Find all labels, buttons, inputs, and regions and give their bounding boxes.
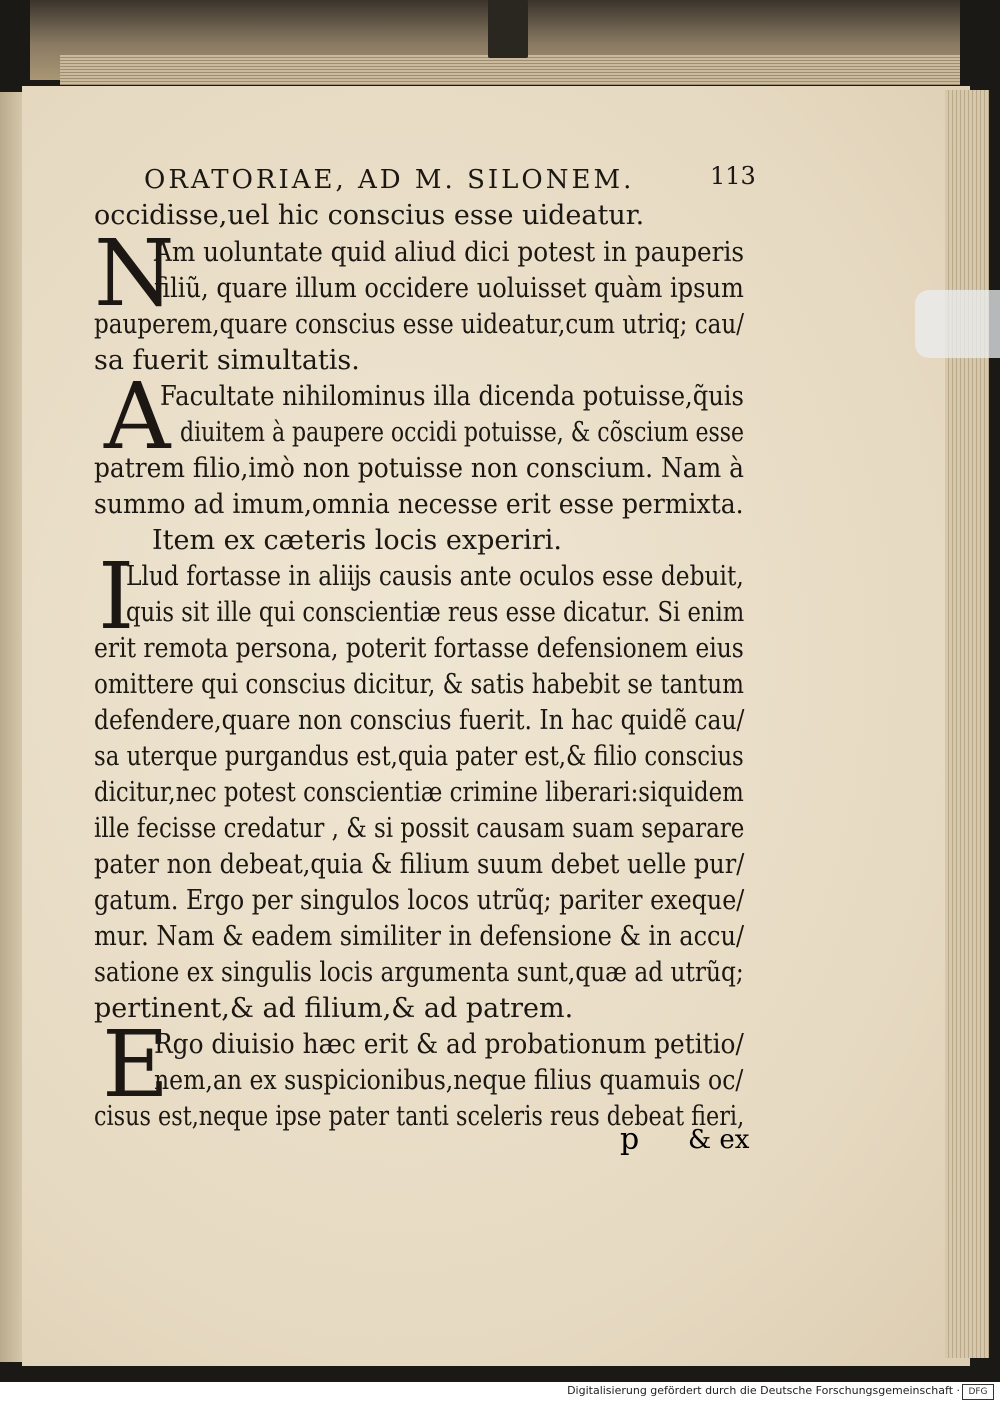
text-line: Rgo diuisio hæc erit & ad probationum petitio/ [154,1029,744,1060]
text-line: summo ad imum,omnia necesse erit esse permixta. [94,489,744,520]
drop-initial: E [102,1011,170,1118]
text-line: dicitur,nec potest conscientiæ crimine liberari:siquidem [94,777,744,808]
text-line: ille fecisse credatur , & si possit causam suam separare [94,813,745,844]
book-page-edges [60,55,960,85]
text-line: Llud fortasse in aliĳs causis ante oculos esse debuit, [126,561,744,592]
text-line: pauperem,quare conscius esse uideatur,cum utriq; cau/ [94,309,744,340]
text-line: Am uoluntate quid aliud dici potest in pauperis [154,237,745,268]
text-line: diuitem à paupere occidi potuisse, & cõscium esse [180,417,745,448]
text-line: patrem filio,imò non potuisse non conscium. Nam à [94,453,744,484]
dfg-logo: DFG [962,1384,994,1400]
text-line: filiũ, quare illum occidere uoluisset quàm ipsum [154,273,744,304]
running-head: ORATORIAE, AD M. SILONEM. [144,165,635,195]
text-line: pater non debeat,quia & filium suum debet uelle pur/ [94,849,745,880]
page-stack-edge [945,90,989,1358]
text-line: Item ex cæteris locis experiri. [152,525,562,556]
catchword: & ex [688,1125,750,1155]
folio-number: 113 [710,162,756,190]
text-line: sa uterque purgandus est,quia pater est,& filio conscius [94,741,744,772]
text-line: satione ex singulis locis argumenta sunt,quæ ad utrũq; [94,957,744,988]
text-line: cisus est,neque ipse pater tanti sceleris reus debeat fieri, [94,1101,745,1132]
text-line: Facultate nihilominus illa dicenda potuisse,q̃uis [160,381,744,412]
text-line: nem,an ex suspicionibus,neque filius quamuis oc/ [154,1065,744,1096]
funding-credit: Digitalisierung gefördert durch die Deutsche Forschungsgemeinschaft · [567,1384,960,1397]
text-line: defendere,quare non conscius fuerit. In hac quidẽ cau/ [94,705,745,736]
bookmark-tab [915,290,1000,358]
text-line: sa fuerit simultatis. [94,345,360,376]
book-clasp [488,0,528,58]
text-line: erit remota persona, poterit fortasse defensionem eius [94,633,744,664]
text-line: quis sit ille qui conscientiæ reus esse dicatur. Si enim [126,597,745,628]
drop-initial: A [104,363,171,470]
drop-initial: N [94,220,175,327]
signature-mark: p [620,1122,640,1157]
text-line: pertinent,& ad filium,& ad patrem. [94,993,574,1024]
text-line: occidisse,uel hic conscius esse uideatur. [94,200,645,231]
text-line: gatum. Ergo per singulos locos utrũq; pariter exeque/ [94,885,745,916]
drop-initial: I [98,543,135,650]
text-line: mur. Nam & eadem similiter in defensione & in accu/ [94,921,745,952]
text-line: omittere qui conscius dicitur, & satis habebit se tantum [94,669,744,700]
